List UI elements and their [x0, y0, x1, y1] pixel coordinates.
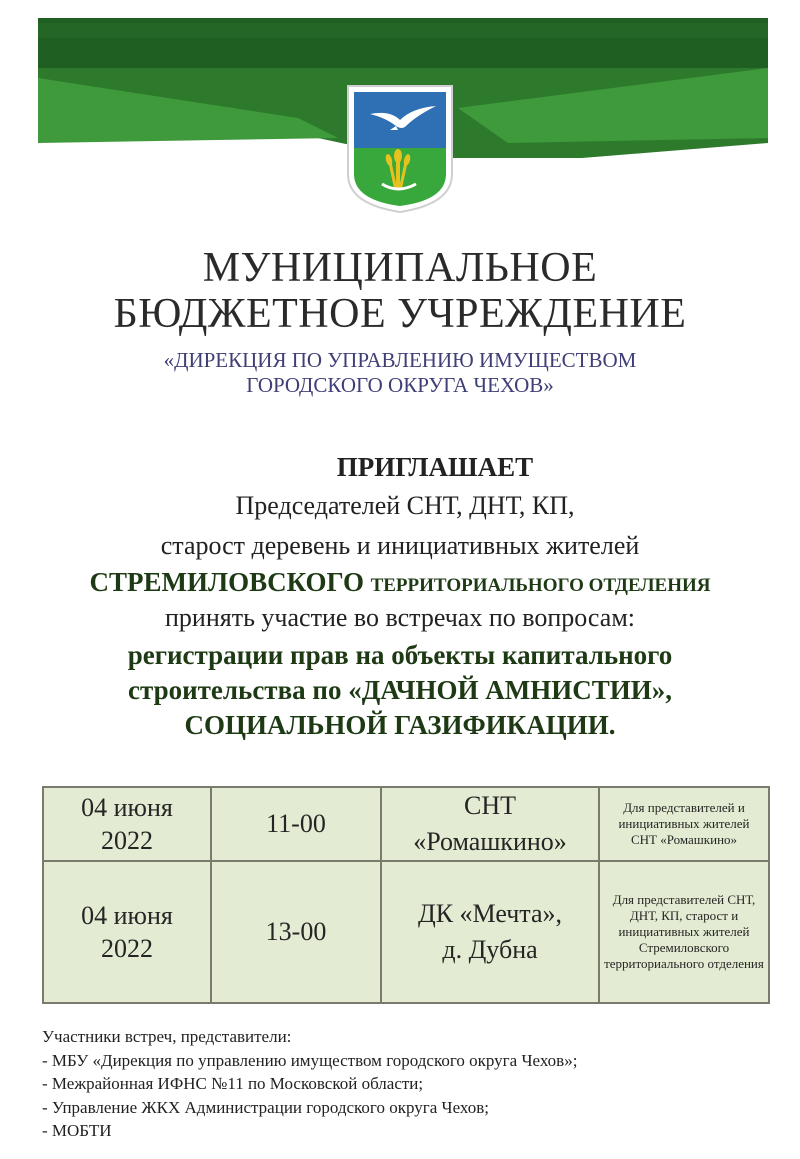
- directorate-line2: ГОРОДСКОГО ОКРУГА ЧЕХОВ»: [246, 373, 554, 397]
- topic-line3: СОЦИАЛЬНОЙ ГАЗИФИКАЦИИ.: [184, 710, 616, 740]
- invitation-heading: ПРИГЛАШАЕТ: [336, 452, 534, 482]
- meeting-date: [43, 787, 211, 861]
- meeting-time: 11-00: [211, 787, 381, 861]
- coat-of-arms-icon: [346, 84, 454, 214]
- org-title-line2: БЮДЖЕТНОЕ УЧРЕЖДЕНИЕ: [113, 291, 687, 337]
- table-row: [43, 787, 769, 861]
- meeting-date-day: 04 июня: [81, 793, 173, 822]
- participants-heading: Участники встреч, представители:: [42, 1027, 292, 1046]
- participants-block: [42, 1025, 772, 1143]
- invitation-line2: старост деревень и инициативных жителей: [160, 531, 640, 560]
- meeting-time: 13-00: [211, 861, 381, 1003]
- meeting-date-day: 04 июня: [81, 901, 173, 930]
- invitation-line1: Председателей СНТ, ДНТ, КП,: [235, 491, 575, 520]
- meeting-date-year: 2022: [101, 934, 153, 963]
- meeting-audience-note: Для представителей СНТ, ДНТ, КП, старост и инициативных жителей Стремиловского территориального отделения: [599, 861, 769, 1003]
- meeting-place-line1: СНТ: [464, 791, 516, 820]
- org-title-line1: МУНИЦИПАЛЬНОЕ: [202, 245, 598, 291]
- topic-line2: строительства по «ДАЧНОЙ АМНИСТИИ»,: [128, 675, 672, 705]
- directorate-line1: «ДИРЕКЦИЯ ПО УПРАВЛЕНИЮ ИМУЩЕСТВОМ: [163, 348, 637, 372]
- table-row: [43, 861, 769, 1003]
- meeting-place-line1: ДК «Мечта»,: [417, 899, 563, 928]
- invitation-line4: принять участие во встречах по вопросам:: [165, 603, 635, 632]
- meeting-schedule-table: [42, 786, 770, 1004]
- meeting-audience-note: Для представителей и инициативных жителей СНТ «Ромашкино»: [599, 787, 769, 861]
- meeting-place-line2: «Ромашкино»: [413, 827, 567, 856]
- territorial-unit-label: ТЕРРИТОРИАЛЬНОГО ОТДЕЛЕНИЯ: [370, 575, 711, 596]
- meeting-place-line2: д. Дубна: [442, 935, 538, 964]
- list-item: - МБУ «Дирекция по управлению имуществом городского округа Чехов»;: [42, 1050, 578, 1070]
- list-item: - Межрайонная ИФНС №11 по Московской области;: [42, 1074, 424, 1093]
- topic-line1: регистрации прав на объекты капитального: [127, 640, 673, 670]
- list-item: - Управление ЖКХ Администрации городского округа Чехов;: [42, 1097, 489, 1117]
- meeting-date-year: 2022: [101, 826, 153, 855]
- list-item: - МОБТИ: [42, 1121, 112, 1140]
- meeting-place: [381, 787, 599, 861]
- meeting-place: [381, 861, 599, 1003]
- meeting-date: [43, 861, 211, 1003]
- territorial-unit-name: СТРЕМИЛОВСКОГО: [89, 567, 365, 597]
- invitation-line3: [0, 567, 800, 601]
